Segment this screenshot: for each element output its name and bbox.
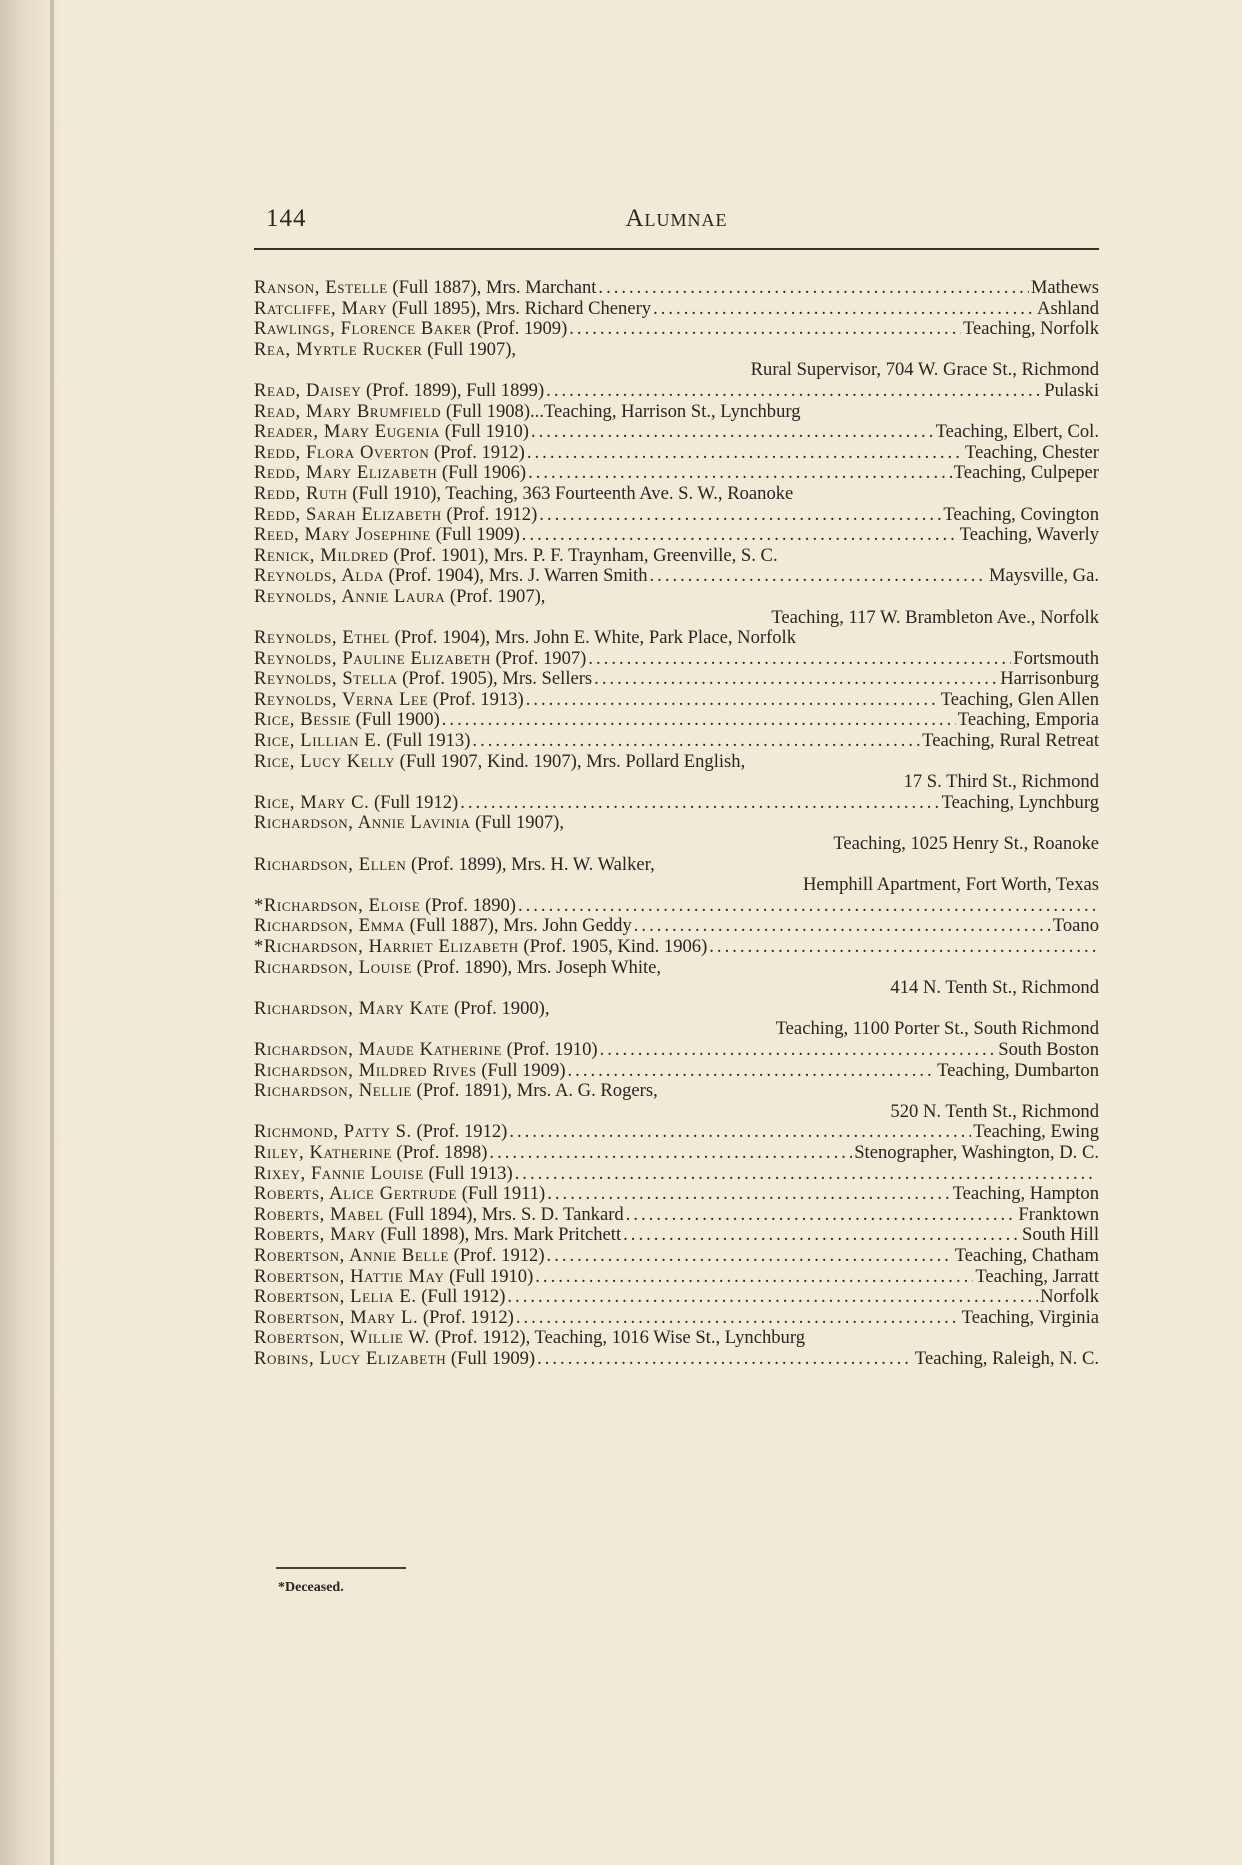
alumna-name: Robertson, Mary L. <box>254 1307 419 1328</box>
dot-leader <box>528 463 952 484</box>
alumna-name: Richmond, Patty S. <box>254 1122 412 1143</box>
alumna-name: *Richardson, Eloise <box>254 895 421 916</box>
alumna-details: (Prof. 1898) <box>391 1142 488 1163</box>
dot-leader <box>515 1164 1097 1185</box>
alumna-location: Teaching, Hampton <box>952 1184 1099 1205</box>
alumna-details: (Full 1913) <box>381 731 471 752</box>
dot-leader <box>472 731 920 752</box>
dot-leader <box>634 916 1051 937</box>
alumna-address: 414 N. Tenth St., Richmond <box>890 978 1099 999</box>
alumna-details: (Full 1909) <box>430 525 520 546</box>
continuation-line <box>254 978 1099 999</box>
running-head: Alumnae <box>625 205 728 232</box>
alumna-details: (Full 1909) <box>446 1348 536 1369</box>
list-item <box>254 649 1099 670</box>
entry-line <box>254 1205 1099 1226</box>
entry-line <box>254 546 1099 567</box>
list-item <box>254 1225 1099 1246</box>
entry-line <box>254 793 1099 814</box>
dot-leader <box>539 505 941 526</box>
entry-line <box>254 1308 1099 1329</box>
alumna-details: (Prof. 1910) <box>502 1039 598 1060</box>
alumna-name: Reynolds, Stella <box>254 669 398 690</box>
alumna-name: Reynolds, Alda <box>254 566 384 587</box>
dot-leader <box>626 1205 1017 1226</box>
list-item <box>254 546 1099 567</box>
alumna-address: Hemphill Apartment, Fort Worth, Texas <box>802 875 1099 896</box>
list-item <box>254 1184 1099 1205</box>
alumna-address: 520 N. Tenth St., Richmond <box>890 1101 1099 1122</box>
alumna-name: Reynolds, Pauline Elizabeth <box>254 648 491 669</box>
alumna-details: (Prof. 1907), <box>445 586 546 607</box>
entry-line <box>254 1143 1099 1164</box>
dot-leader <box>546 381 1042 402</box>
alumna-details: (Full 1907), <box>470 813 565 834</box>
header-rule <box>254 248 1099 250</box>
alumna-name: Robertson, Annie Belle <box>254 1245 449 1266</box>
alumna-details: (Full 1906) <box>437 463 527 484</box>
dot-leader <box>569 319 961 340</box>
alumna-location: Mathews <box>1030 278 1099 298</box>
alumna-address: Teaching, 1100 Porter St., South Richmond <box>775 1019 1099 1040</box>
alumna-details: (Full 1907), <box>422 339 517 360</box>
list-item <box>254 1122 1099 1143</box>
list-item <box>254 813 1099 854</box>
alumna-address: 17 S. Third St., Richmond <box>903 772 1099 793</box>
alumna-details: (Full 1912) <box>416 1287 506 1308</box>
continuation-line <box>254 360 1099 381</box>
list-item <box>254 1328 1099 1349</box>
alumna-details: (Prof. 1905, Kind. 1906) <box>518 937 708 957</box>
alumna-location: Teaching, Emporia <box>957 710 1099 731</box>
alumna-details: (Prof. 1890) <box>420 895 516 916</box>
alumna-location: Teaching, Jarratt <box>975 1266 1099 1287</box>
alumna-name: Rice, Lillian E. <box>254 731 382 752</box>
alumna-name: Redd, Mary Elizabeth <box>254 463 438 484</box>
alumna-location: Fortsmouth <box>1013 648 1099 669</box>
list-item <box>254 793 1099 814</box>
entry-line <box>254 587 1099 608</box>
alumna-name: Roberts, Mabel <box>254 1204 384 1225</box>
alumna-name: Richardson, Maude Katherine <box>254 1039 503 1060</box>
alumna-details: (Full 1887), Mrs. John Geddy <box>405 916 632 937</box>
list-item <box>254 752 1099 793</box>
alumna-details: (Prof. 1899), Full 1899) <box>361 380 545 401</box>
alumnae-list <box>254 278 1099 1369</box>
list-item <box>254 1081 1099 1122</box>
dot-leader <box>568 1061 936 1082</box>
alumna-details: (Prof. 1905), Mrs. Sellers <box>397 669 593 690</box>
binding-line <box>50 0 54 1865</box>
alumna-details: (Prof. 1907) <box>490 648 587 669</box>
continuation-line <box>254 1019 1099 1040</box>
alumna-details: (Full 1910), Teaching, 363 Fourteenth Ave. S. W., Roanoke <box>347 483 794 504</box>
alumna-details: (Prof. 1912) <box>411 1122 508 1143</box>
alumna-location: South Boston <box>998 1039 1099 1060</box>
alumna-details: (Prof. 1899), Mrs. H. W. Walker, <box>406 854 655 875</box>
alumna-name: Redd, Flora Overton <box>254 442 430 463</box>
list-item <box>254 1061 1099 1082</box>
list-item <box>254 587 1099 628</box>
list-item <box>254 1349 1099 1370</box>
alumna-name: Rice, Mary C. <box>254 792 370 813</box>
entry-line <box>254 1225 1099 1246</box>
list-item <box>254 896 1099 917</box>
entry-line <box>254 731 1099 752</box>
entry-line <box>254 916 1099 937</box>
list-item <box>254 1308 1099 1329</box>
alumna-name: Reader, Mary Eugenia <box>254 422 441 443</box>
list-item <box>254 463 1099 484</box>
entry-line <box>254 1122 1099 1143</box>
list-item <box>254 525 1099 546</box>
entry-line <box>254 1081 1099 1102</box>
entry-line <box>254 319 1099 340</box>
alumna-location: Teaching, Culpeper <box>953 463 1099 484</box>
alumna-details: (Prof. 1891), Mrs. A. G. Rogers, <box>411 1081 658 1102</box>
alumna-name: Richardson, Annie Lavinia <box>254 813 471 834</box>
entry-line <box>254 525 1099 546</box>
dot-leader <box>600 1040 997 1061</box>
alumna-location: Norfolk <box>1040 1287 1099 1308</box>
alumna-name: Redd, Ruth <box>254 483 348 504</box>
entry-line <box>254 855 1099 876</box>
alumna-location: Teaching, Elbert, Col. <box>935 422 1099 443</box>
dot-leader <box>535 1267 973 1288</box>
list-item <box>254 566 1099 587</box>
alumna-name: Riley, Katherine <box>254 1142 392 1163</box>
alumna-name: Richardson, Ellen <box>254 854 407 875</box>
alumna-details: (Full 1898), Mrs. Mark Pritchett <box>375 1225 622 1246</box>
alumna-details: (Full 1910) <box>444 1266 534 1287</box>
continuation-line <box>254 834 1099 855</box>
alumna-name: Rawlings, Florence Baker <box>254 319 472 340</box>
alumna-name: Richardson, Louise <box>254 957 412 978</box>
entry-line <box>254 1164 1099 1185</box>
alumna-details: (Full 1894), Mrs. S. D. Tankard <box>383 1204 624 1225</box>
dot-leader <box>526 690 939 711</box>
dot-leader <box>623 1225 1020 1246</box>
list-item <box>254 443 1099 464</box>
entry-line <box>254 505 1099 526</box>
dot-leader <box>531 422 934 443</box>
continuation-line <box>254 772 1099 793</box>
alumna-name: Richardson, Emma <box>254 916 406 937</box>
entry-line <box>254 710 1099 731</box>
dot-leader <box>547 1246 953 1267</box>
alumna-address: Teaching, 117 W. Brambleton Ave., Norfolk <box>771 607 1099 628</box>
alumna-location: Teaching, Rural Retreat <box>922 731 1099 752</box>
alumna-name: Redd, Sarah Elizabeth <box>254 504 442 525</box>
alumna-location: Pulaski <box>1044 380 1099 401</box>
alumna-details: (Prof. 1912) <box>429 442 525 463</box>
alumna-name: Robertson, Lelia E. <box>254 1287 417 1308</box>
entry-line <box>254 813 1099 834</box>
alumna-details: (Full 1909) <box>476 1060 566 1081</box>
entry-line <box>254 999 1099 1020</box>
entry-line <box>254 669 1099 690</box>
alumna-details: (Full 1910) <box>440 422 529 443</box>
alumna-name: Robertson, Hattie May <box>254 1266 445 1287</box>
alumna-name: Roberts, Mary <box>254 1225 376 1246</box>
alumna-details: (Full 1887), Mrs. Marchant <box>387 278 597 298</box>
alumna-name: Robertson, Willie W. <box>254 1328 431 1349</box>
dot-leader <box>537 1349 913 1370</box>
list-item <box>254 422 1099 443</box>
dot-leader <box>489 1143 852 1164</box>
alumna-name: Renick, Mildred <box>254 545 389 566</box>
alumna-location: Franktown <box>1018 1204 1099 1225</box>
list-item <box>254 402 1099 423</box>
dot-leader <box>442 710 956 731</box>
list-item <box>254 1246 1099 1267</box>
list-item <box>254 999 1099 1040</box>
entry-line <box>254 402 1099 423</box>
entry-line <box>254 690 1099 711</box>
alumna-details: (Prof. 1904), Mrs. J. Warren Smith <box>383 566 648 587</box>
list-item <box>254 916 1099 937</box>
entry-line <box>254 958 1099 979</box>
dot-leader <box>527 443 963 464</box>
alumna-details: (Prof. 1912), Teaching, 1016 Wise St., Lynchburg <box>430 1328 805 1349</box>
alumna-details: (Full 1907, Kind. 1907), Mrs. Pollard English, <box>395 751 746 772</box>
alumna-location: Teaching, Ewing <box>973 1122 1099 1143</box>
alumna-details: (Prof. 1900), <box>449 998 550 1019</box>
entry-line <box>254 1267 1099 1288</box>
entry-line <box>254 1040 1099 1061</box>
continuation-line <box>254 608 1099 629</box>
list-item <box>254 690 1099 711</box>
alumna-name: Richardson, Mildred Rives <box>254 1060 477 1081</box>
alumna-details: (Full 1912) <box>369 792 459 813</box>
list-item <box>254 855 1099 896</box>
list-item <box>254 505 1099 526</box>
alumna-name: *Richardson, Harriet Elizabeth <box>254 937 519 957</box>
alumna-name: Rea, Myrtle Rucker <box>254 339 423 360</box>
alumna-location: Teaching, Glen Allen <box>940 689 1099 710</box>
entry-line <box>254 1061 1099 1082</box>
list-item <box>254 937 1099 958</box>
entry-line <box>254 1328 1099 1349</box>
alumna-location: Stenographer, Washington, D. C. <box>854 1142 1099 1163</box>
list-item <box>254 1267 1099 1288</box>
list-item <box>254 381 1099 402</box>
dot-leader <box>709 937 1097 958</box>
entry-line <box>254 628 1099 649</box>
dot-leader <box>650 566 987 587</box>
dot-leader <box>507 1287 1038 1308</box>
dot-leader <box>598 278 1028 299</box>
list-item <box>254 278 1099 299</box>
continuation-line <box>254 1102 1099 1123</box>
alumna-name: Reynolds, Annie Laura <box>254 586 446 607</box>
alumna-name: Rixey, Fannie Louise <box>254 1163 424 1184</box>
alumna-location: Teaching, Virginia <box>961 1307 1099 1328</box>
alumna-location: Teaching, Lynchburg <box>941 792 1099 813</box>
dot-leader <box>594 669 998 690</box>
alumna-location: Maysville, Ga. <box>989 566 1099 587</box>
entry-line <box>254 1349 1099 1370</box>
list-item <box>254 1040 1099 1061</box>
entry-line <box>254 443 1099 464</box>
alumna-location: Teaching, Waverly <box>959 525 1099 546</box>
alumna-details: (Prof. 1890), Mrs. Joseph White, <box>411 957 662 978</box>
entry-line <box>254 937 1099 958</box>
entry-line <box>254 1287 1099 1308</box>
alumna-address: Teaching, 1025 Henry St., Roanoke <box>833 834 1099 855</box>
alumna-location: Teaching, Norfolk <box>962 319 1099 340</box>
list-item <box>254 484 1099 505</box>
alumna-details: (Full 1911) <box>457 1184 546 1205</box>
alumna-name: Rice, Bessie <box>254 710 351 731</box>
alumna-details: (Prof. 1904), Mrs. John E. White, Park Place, Norfolk <box>389 628 797 649</box>
page-header <box>254 205 1099 245</box>
list-item <box>254 731 1099 752</box>
alumna-location: Harrisonburg <box>1000 669 1099 690</box>
footnote-rule <box>276 1567 406 1569</box>
alumna-name: Reed, Mary Josephine <box>254 525 431 546</box>
alumna-name: Read, Mary Brumfield <box>254 401 442 422</box>
alumna-details: (Prof. 1901), Mrs. P. F. Traynham, Greenville, S. C. <box>388 545 778 566</box>
list-item <box>254 1205 1099 1226</box>
entry-line <box>254 649 1099 670</box>
alumna-details: (Full 1900) <box>350 710 440 731</box>
entry-line <box>254 896 1099 917</box>
dot-leader <box>522 525 958 546</box>
list-item <box>254 628 1099 649</box>
dot-leader <box>653 299 1035 320</box>
entry-line <box>254 484 1099 505</box>
entry-line <box>254 463 1099 484</box>
list-item <box>254 1143 1099 1164</box>
alumna-name: Rice, Lucy Kelly <box>254 751 396 772</box>
alumna-location: Toano <box>1052 916 1099 937</box>
alumna-details: (Prof. 1912) <box>441 504 538 525</box>
dot-leader <box>588 649 1011 670</box>
alumna-name: Read, Daisey <box>254 380 362 401</box>
entry-line <box>254 752 1099 773</box>
footnote: *Deceased. <box>278 1580 344 1595</box>
alumna-details: (Prof. 1912) <box>418 1307 514 1328</box>
list-item <box>254 958 1099 999</box>
alumna-address: Rural Supervisor, 704 W. Grace St., Richmond <box>750 360 1099 381</box>
list-item <box>254 1287 1099 1308</box>
alumna-name: Richardson, Nellie <box>254 1081 412 1102</box>
alumna-details: (Prof. 1909) <box>471 319 568 340</box>
dot-leader <box>518 896 1097 917</box>
alumna-location: Ashland <box>1037 298 1099 319</box>
entry-line <box>254 422 1099 443</box>
page-number: 144 <box>266 205 307 232</box>
alumna-name: Richardson, Mary Kate <box>254 998 450 1019</box>
entry-line <box>254 1184 1099 1205</box>
list-item <box>254 669 1099 690</box>
list-item <box>254 319 1099 340</box>
entry-line <box>254 381 1099 402</box>
entry-line <box>254 278 1099 299</box>
entry-line <box>254 1246 1099 1267</box>
alumna-details: (Full 1895), Mrs. Richard Chenery <box>387 298 652 319</box>
dot-leader <box>547 1184 950 1205</box>
alumna-name: Reynolds, Verna Lee <box>254 689 429 710</box>
dot-leader <box>509 1122 971 1143</box>
list-item <box>254 1164 1099 1185</box>
alumna-location: Teaching, Covington <box>943 504 1099 525</box>
continuation-line <box>254 875 1099 896</box>
alumna-name: Reynolds, Ethel <box>254 628 390 649</box>
alumna-details: (Prof. 1912) <box>449 1245 545 1266</box>
alumna-name: Robins, Lucy Elizabeth <box>254 1348 447 1369</box>
book-page <box>254 205 1099 1369</box>
alumna-name: Ratcliffe, Mary <box>254 298 388 319</box>
list-item <box>254 710 1099 731</box>
alumna-name: Ranson, Estelle <box>254 278 388 298</box>
alumna-details: (Prof. 1913) <box>428 689 524 710</box>
alumna-details: (Full 1913) <box>423 1163 513 1184</box>
alumna-location: Teaching, Raleigh, N. C. <box>914 1348 1099 1369</box>
list-item <box>254 299 1099 320</box>
alumna-location: South Hill <box>1022 1225 1099 1246</box>
list-item <box>254 340 1099 381</box>
entry-line <box>254 566 1099 587</box>
alumna-location: Teaching, Chester <box>965 442 1099 463</box>
dot-leader <box>460 793 939 814</box>
entry-line <box>254 299 1099 320</box>
alumna-location: Teaching, Chatham <box>954 1245 1099 1266</box>
alumna-details: (Full 1908)...Teaching, Harrison St., Lynchburg <box>441 401 801 422</box>
alumna-name: Roberts, Alice Gertrude <box>254 1184 458 1205</box>
dot-leader <box>516 1308 960 1329</box>
alumna-location: Teaching, Dumbarton <box>937 1060 1099 1081</box>
entry-line <box>254 340 1099 361</box>
